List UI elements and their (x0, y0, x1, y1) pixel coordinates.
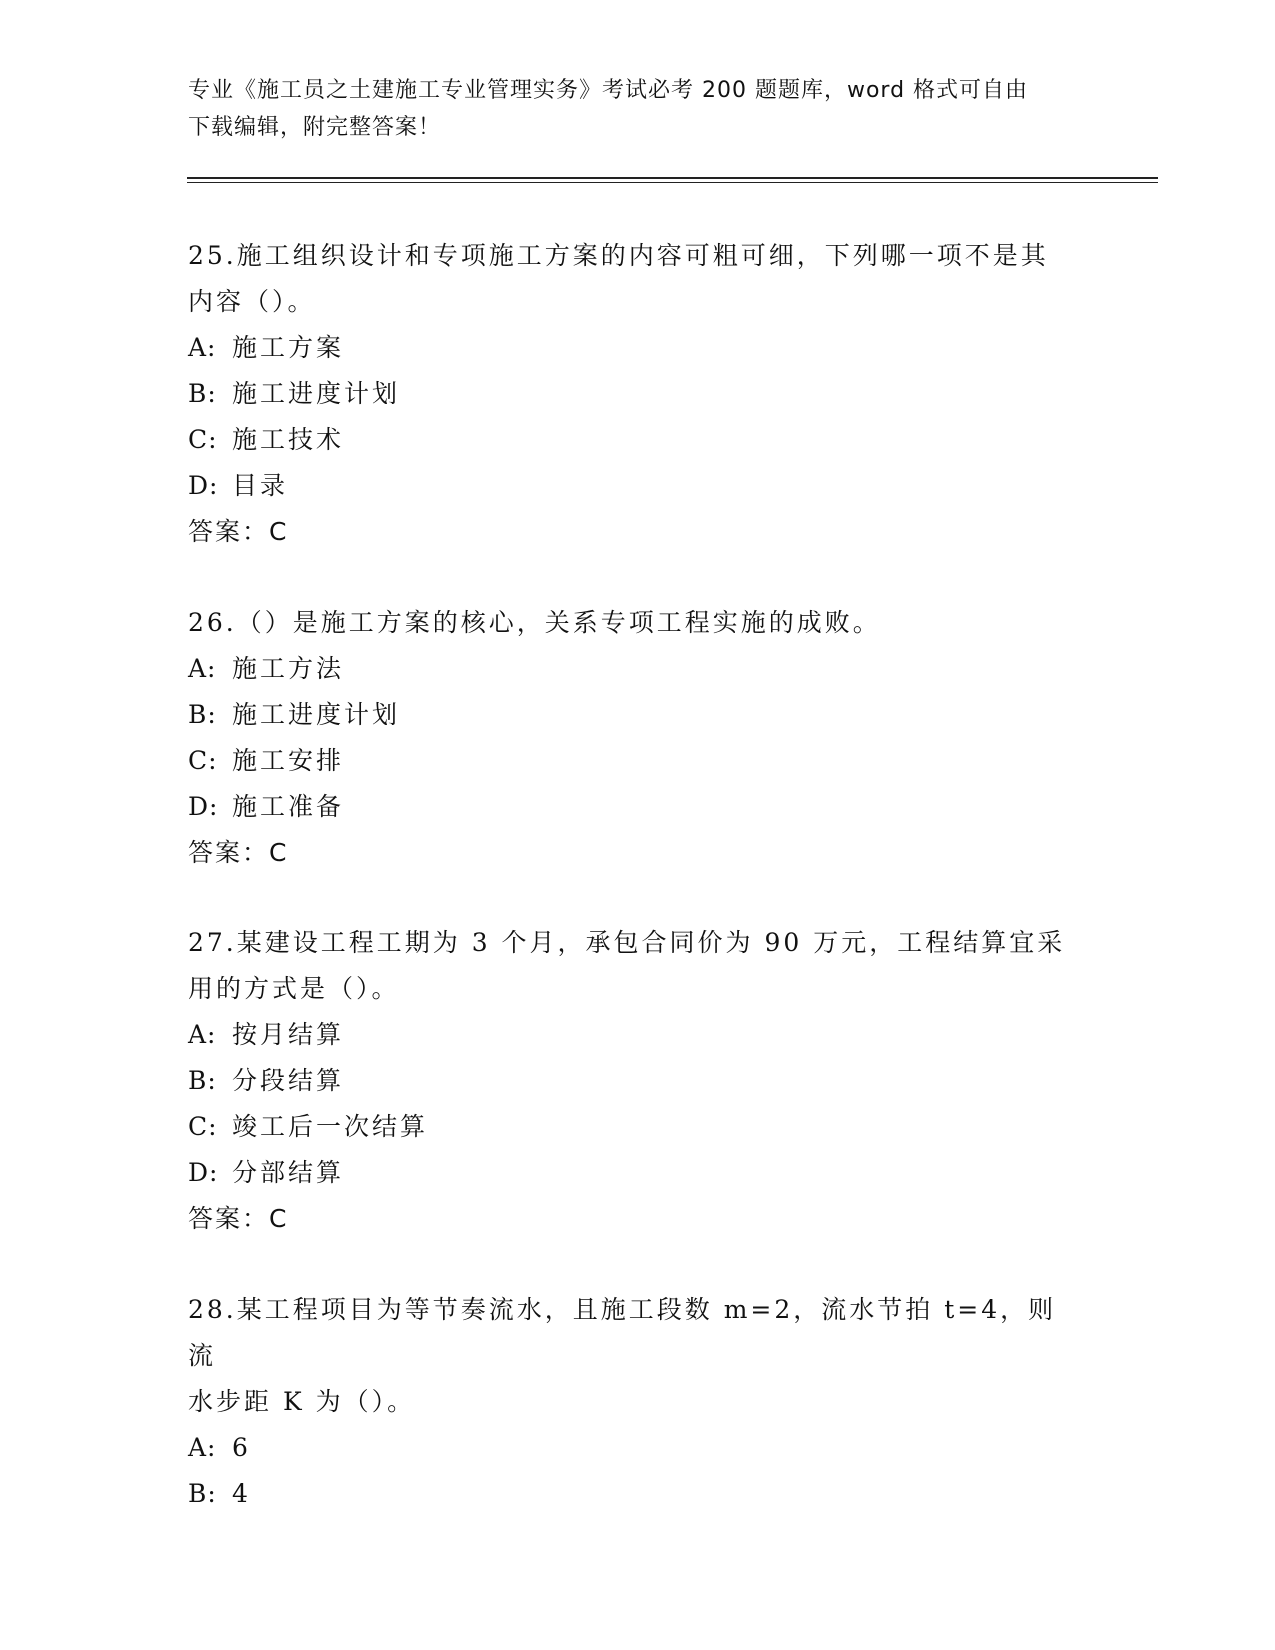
answer-line: 答案：C (188, 517, 289, 546)
option-letter: B: (188, 1066, 217, 1095)
option-letter: C: (188, 1112, 218, 1141)
option-d (188, 1150, 1068, 1196)
question-27 (188, 920, 1068, 1242)
option-c (188, 738, 1068, 784)
question-stem-line-1: 27.某建设工程工期为 3 个月，承包合同价为 90 万元，工程结算宜采 (188, 928, 1066, 957)
answer-line: 答案：C (188, 1204, 289, 1233)
option-a (188, 1012, 1068, 1058)
option-letter: B: (188, 1479, 217, 1508)
option-text: 施工进度计划 (232, 700, 401, 729)
option-text: 4 (232, 1479, 251, 1508)
option-text: 分段结算 (232, 1066, 345, 1095)
question-stem-line-2: 用的方式是（）。 (188, 974, 400, 1003)
question-stem-line-1: 26.（）是施工方案的核心，关系专项工程实施的成败。 (188, 608, 881, 637)
option-b (188, 692, 1068, 738)
option-b (188, 1058, 1068, 1104)
option-letter: D: (188, 1158, 219, 1187)
option-text: 分部结算 (232, 1158, 345, 1187)
question-stem-line-1: 25.施工组织设计和专项施工方案的内容可粗可细，下列哪一项不是其 (188, 241, 1049, 270)
option-text: 6 (232, 1433, 251, 1462)
option-text: 施工准备 (232, 792, 345, 821)
option-b (188, 371, 1068, 417)
option-letter: C: (188, 425, 218, 454)
option-b (188, 1471, 1068, 1517)
option-text: 施工技术 (232, 425, 345, 454)
option-text: 施工安排 (232, 746, 345, 775)
option-text: 施工方法 (232, 654, 345, 683)
option-letter: A: (188, 1433, 217, 1462)
option-c (188, 1104, 1068, 1150)
option-text: 施工方案 (232, 333, 345, 362)
question-stem-line-1: 28.某工程项目为等节奏流水，且施工段数 m=2，流水节拍 t=4，则流 (188, 1295, 1057, 1370)
header-line-1: 专业《施工员之土建施工专业管理实务》考试必考 200 题题库，word 格式可自由 (188, 78, 1029, 103)
option-letter: B: (188, 700, 217, 729)
answer-line: 答案：C (188, 838, 289, 867)
document-header (188, 72, 1088, 146)
option-text: 施工进度计划 (232, 379, 401, 408)
option-letter: A: (188, 333, 217, 362)
option-letter: D: (188, 471, 219, 500)
option-c (188, 417, 1068, 463)
option-d (188, 784, 1068, 830)
option-a (188, 646, 1068, 692)
question-stem-line-2: 水步距 K 为（）。 (188, 1387, 416, 1416)
option-letter: A: (188, 654, 217, 683)
header-line-2: 下载编辑，附完整答案！ (188, 115, 442, 140)
option-letter: D: (188, 792, 219, 821)
option-text: 竣工后一次结算 (232, 1112, 429, 1141)
option-text: 按月结算 (232, 1020, 345, 1049)
question-26 (188, 600, 1068, 876)
header-divider-thin (187, 182, 1158, 183)
option-letter: C: (188, 746, 218, 775)
option-letter: A: (188, 1020, 217, 1049)
option-a (188, 325, 1068, 371)
question-stem-line-2: 内容（）。 (188, 287, 316, 316)
option-text: 目录 (232, 471, 289, 500)
option-a (188, 1425, 1068, 1471)
header-divider-thick (187, 177, 1158, 179)
option-d (188, 463, 1068, 509)
question-25 (188, 233, 1068, 555)
question-28 (188, 1287, 1068, 1517)
option-letter: B: (188, 379, 217, 408)
